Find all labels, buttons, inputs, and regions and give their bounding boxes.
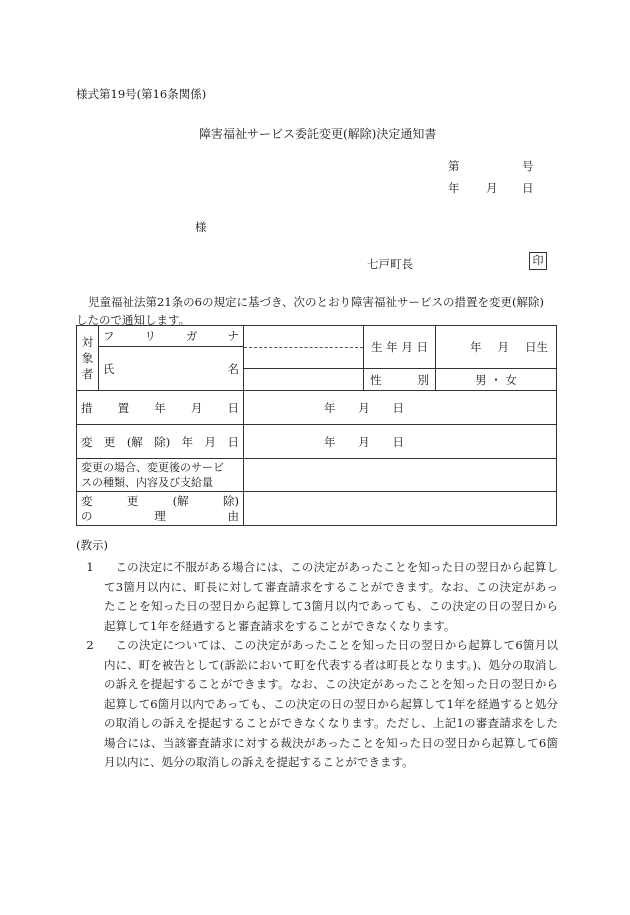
doc-number-prefix: 第 — [448, 159, 460, 173]
birthdate-label: 生 年 月 日 — [364, 326, 436, 369]
seal-mark: 印 — [529, 252, 547, 270]
name-field[interactable] — [244, 326, 364, 369]
recipient-suffix: 様 — [195, 220, 207, 234]
furigana-label: フ リ ガ ナ — [99, 326, 244, 347]
change-date-label: 変 更 (解 除) 年 月 日 — [77, 425, 244, 459]
service-change-field[interactable] — [244, 459, 557, 492]
measure-date-field[interactable]: 年 月 日 — [244, 391, 557, 425]
name-field-lower[interactable] — [244, 369, 364, 391]
furigana-divider — [244, 347, 363, 348]
document-title: 障害福祉サービス委託変更(解除)決定通知書 — [199, 127, 437, 141]
intro-text-line2: したので通知します。 — [76, 313, 191, 327]
subject-label: 対 象 者 — [77, 326, 99, 391]
sex-label: 性 別 — [364, 369, 436, 391]
issue-date-month: 月 — [486, 181, 498, 195]
issuer-name: 七戸町長 — [367, 257, 413, 271]
instructions-section — [76, 537, 558, 773]
issue-date-year: 年 — [448, 181, 460, 195]
instruction-number: 1 — [86, 560, 94, 574]
instructions-heading: (教示) — [76, 538, 108, 552]
notice-form-table — [76, 325, 557, 526]
change-reason-label: 変 更 (解 除) の 理 由 — [77, 492, 244, 526]
instruction-item — [76, 636, 558, 773]
instruction-text: この決定に不服がある場合には、この決定があったことを知った日の翌日から起算して3箇月以内に、町長に対して審査請求をすることができます。なお、この決定があったことを知った日の翌日から起算して3箇月以内であっても、この決定の日の翌日から起算して1年を経過すると審査請求をすることができなくなります。 — [104, 560, 558, 633]
instruction-number: 2 — [86, 638, 94, 652]
birthdate-field[interactable]: 年 月 日生 — [436, 326, 557, 369]
doc-number-suffix: 号 — [522, 159, 534, 173]
instruction-item — [76, 558, 558, 636]
intro-text-line1: 児童福祉法第21条の6の規定に基づき、次のとおり障害福祉サービスの措置を変更(解除) — [88, 295, 544, 309]
form-number: 様式第19号(第16条関係) — [76, 87, 207, 101]
service-change-label: 変更の場合、変更後のサービ スの種類、内容及び支給量 — [77, 459, 244, 492]
issue-date-day: 日 — [522, 181, 534, 195]
measure-date-label: 措 置 年 月 日 — [77, 391, 244, 425]
instruction-text: この決定については、この決定があったことを知った日の翌日から起算して6箇月以内に、町を被告として(訴訟において町を代表する者は町長となります。)、処分の取消しの訴えを提起することができます。なお、この決定があったことを知った日の翌日から起算して6箇月以内であっても、この決定の日の翌日から起算して1年を経過すると処分の取消しの訴えを提起することができなくなります。ただし、上記1の審査請求をした場合には、当該審査請求に対する裁決があったことを知った日の翌日から起算して6箇月以内に、処分の取消しの訴えを提起することができます。 — [104, 638, 558, 769]
name-label: 氏 名 — [99, 347, 244, 391]
change-reason-field[interactable] — [244, 492, 557, 526]
sex-field[interactable]: 男 ・ 女 — [436, 369, 557, 391]
change-date-field[interactable]: 年 月 日 — [244, 425, 557, 459]
